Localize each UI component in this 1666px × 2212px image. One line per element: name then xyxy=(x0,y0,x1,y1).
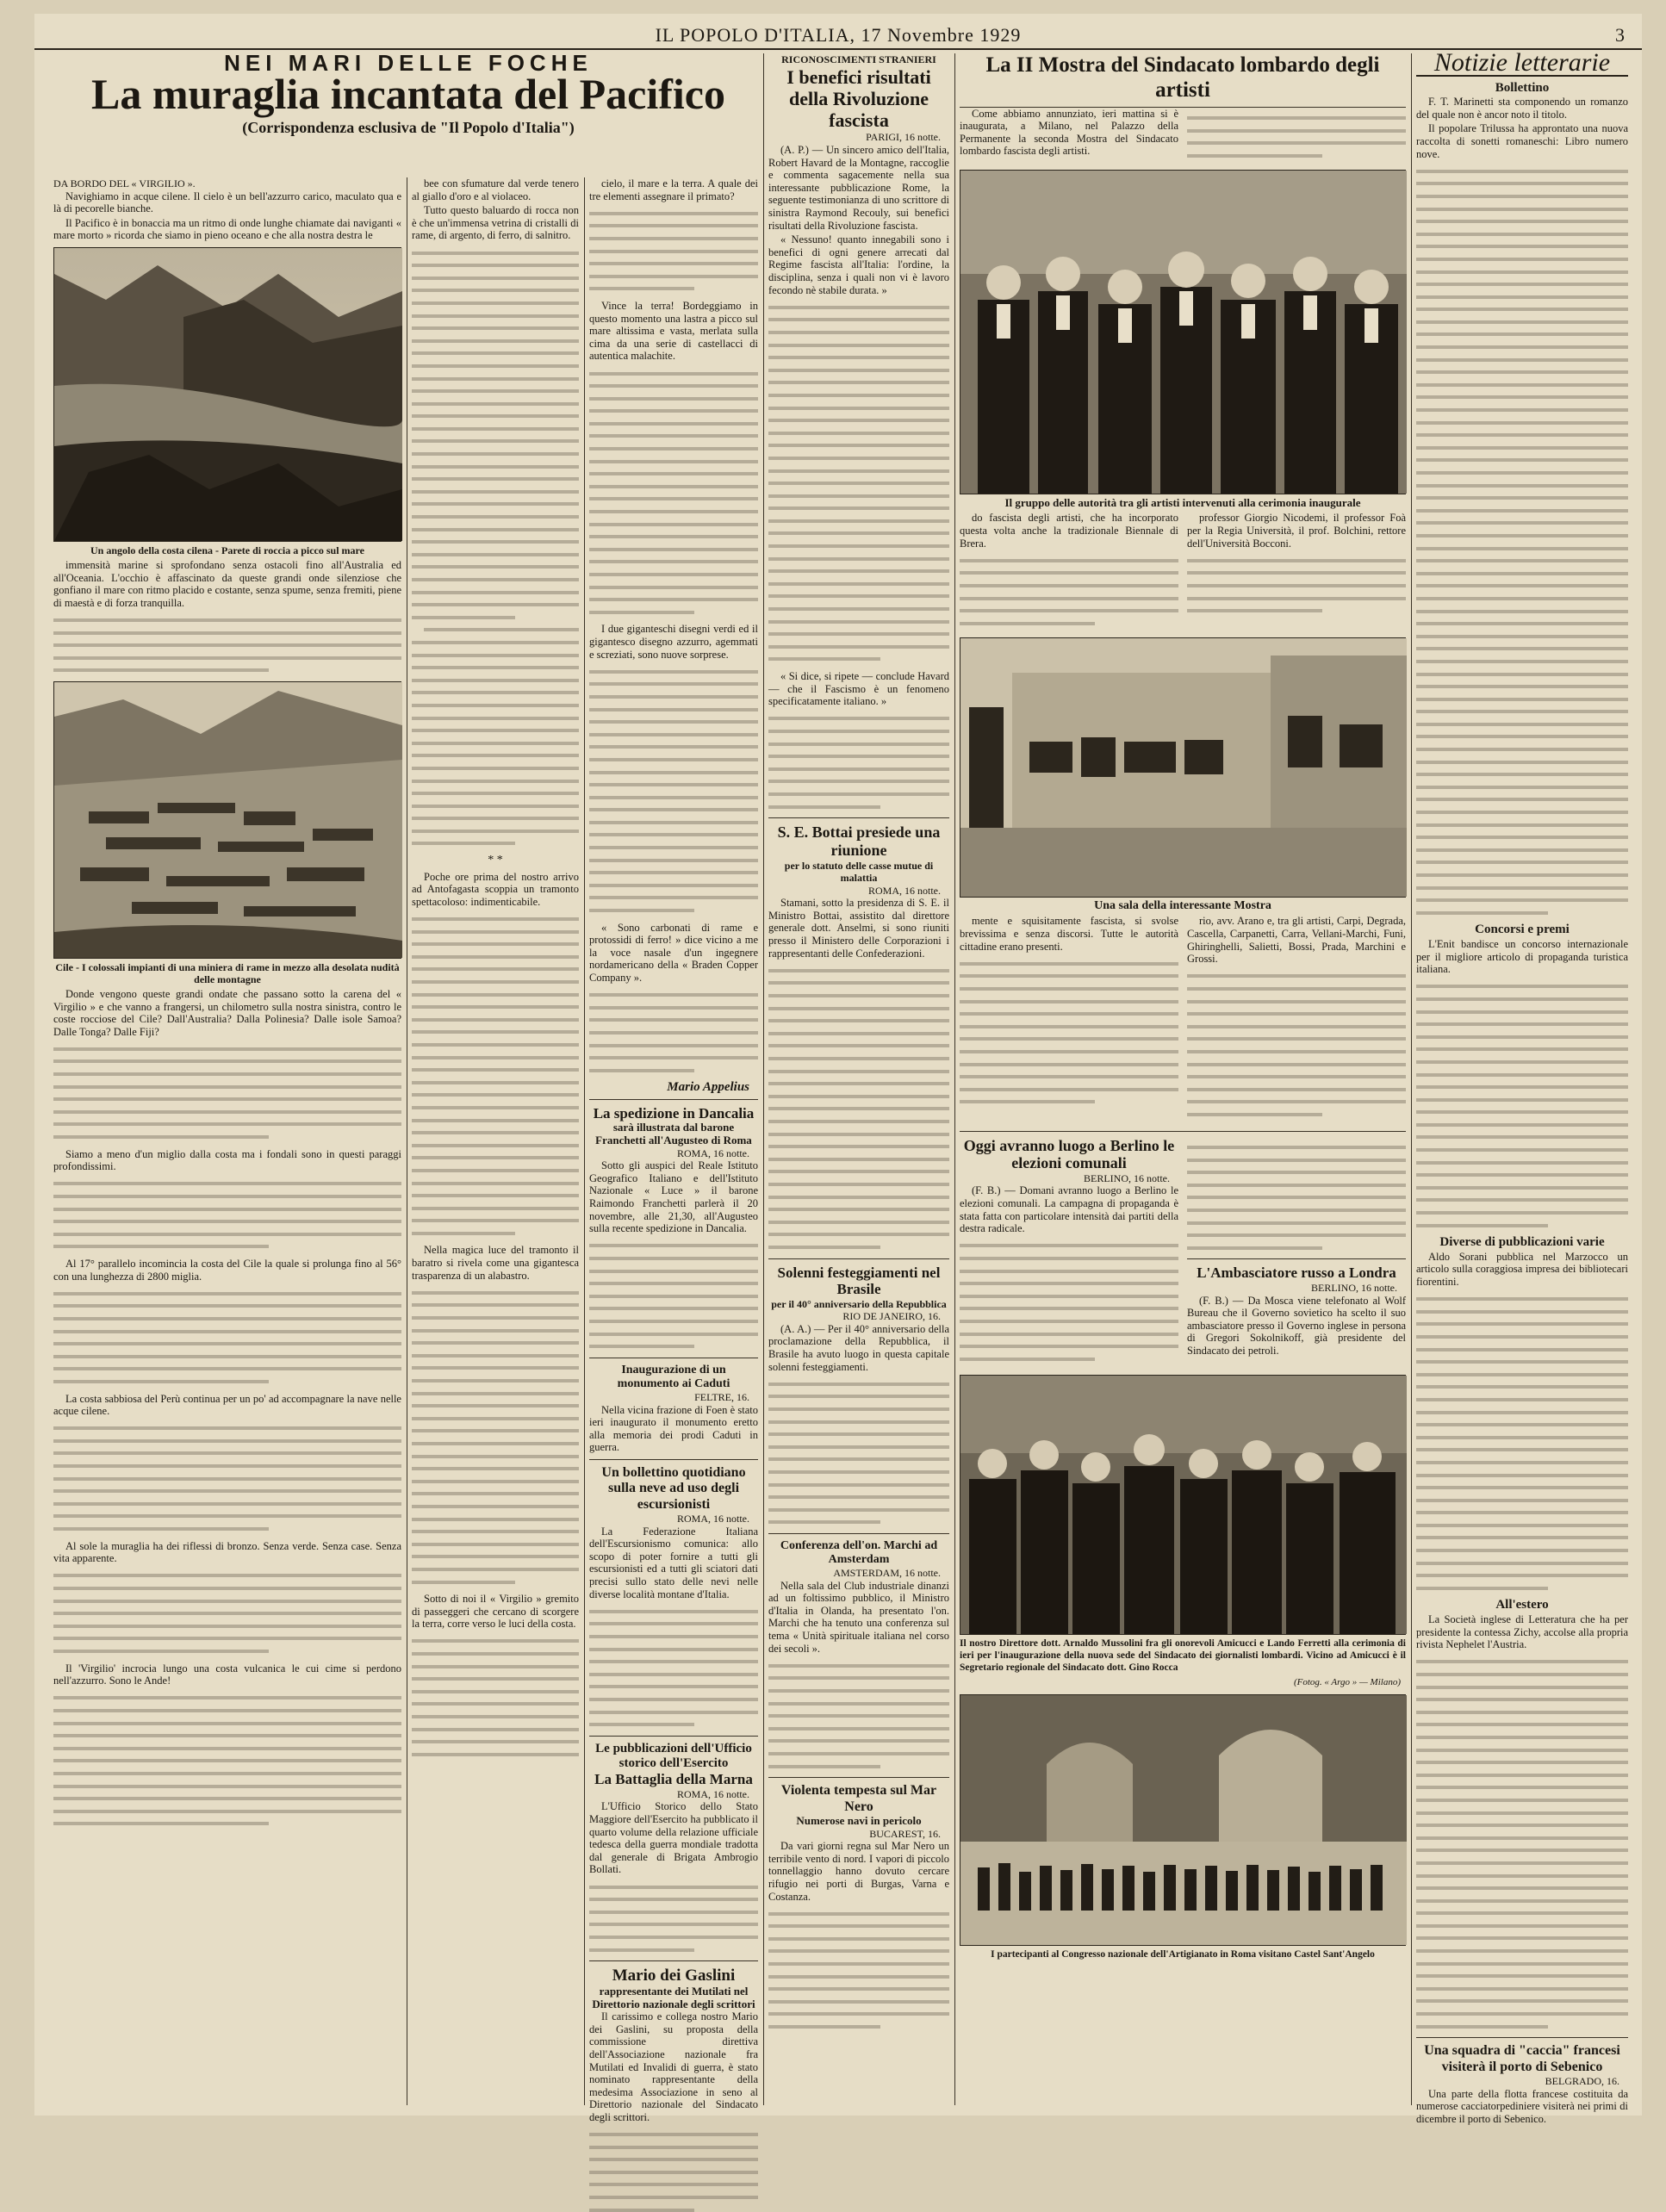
article-paragraph: Siamo a meno d'un miglio dalla costa ma i fondali sono in questi paraggi profondissimi. xyxy=(53,1147,401,1173)
column-5-6 xyxy=(960,53,1406,2107)
dateline-dancalia: ROMA, 16 notte. xyxy=(677,1146,749,1159)
headline-monument: Inaugurazione di un monumento ai Caduti xyxy=(617,1363,730,1390)
text-block xyxy=(1187,974,1406,1116)
dateline-berlin: BERLINO, 16 notte. xyxy=(1084,1171,1170,1184)
subhead-bottai: per lo statuto delle casse mutue di malattia xyxy=(784,859,934,885)
headline-berlin: Oggi avranno luogo a Berlino le elezioni comunali xyxy=(963,1136,1175,1172)
article-title: La muraglia incantata del Pacifico xyxy=(90,69,726,118)
article-paragraph: Nella sala del Club industriale dinanzi ad un foltissimo pubblico, il Ministro d'Italia in Olanda, ha presentato l'on. Marchi che ha tenuto una conferenza sul tema « Unità spirituale italiana nel corso dei secoli ». xyxy=(768,1579,949,1655)
article-paragraph: mente e squisitamente fascista, si svolse brevissima e senza discorsi. Tutte le autorità cittadine erano presenti. xyxy=(960,915,1178,953)
article-paragraph: La costa sabbiosa del Perù continua per un po' ad accompagnare la nave nelle acque cilene. xyxy=(53,1392,401,1418)
headline-gaslini: Mario dei Gaslini xyxy=(612,1967,736,1985)
photo-copper-mine xyxy=(53,681,401,959)
article-dateline: DA BORDO DEL « VIRGILIO ». xyxy=(53,177,196,190)
headline-snow: Un bollettino quotidiano sulla neve ad uso degli escursionisti xyxy=(601,1464,746,1512)
photo-caption-exhibition: Una sala della interessante Mostra xyxy=(1094,899,1271,913)
headline-brasil: Solenni festeggiamenti nel Brasile xyxy=(777,1264,941,1298)
column-1 xyxy=(53,177,401,2107)
mostra-lead xyxy=(960,108,1406,167)
photo-castel-santangelo xyxy=(960,1694,1406,1946)
text-block xyxy=(412,252,579,846)
article-paragraph: immensità marine si sprofondano senza ostacoli fino all'Australia ed all'Oceania. L'occhio è affascinato da queste grandi onde silenziose che gonfiano il mare con ritmo placido e costante, senza spume, senza fremiti, piene di maestà e di forza tranquilla. xyxy=(53,558,401,609)
mostra-body-2 xyxy=(960,915,1406,1125)
article-paragraph: do fascista degli artisti, che ha incorporato questa volta anche la tradizionale Biennale di Brera. xyxy=(960,512,1178,550)
text-block xyxy=(768,1664,949,1768)
article-paragraph: (F. B.) — Domani avranno luogo a Berlino le elezioni comunali. La campagna di propaganda è stata fatta con particolare intensità dai partiti della destra radicale. xyxy=(960,1184,1178,1235)
dateline-marchi: AMSTERDAM, 16 notte. xyxy=(833,1567,941,1580)
appelius-header xyxy=(55,50,762,160)
subhead-dancalia: sarà illustrata dal barone Franchetti all'Augusteo di Roma xyxy=(595,1121,752,1147)
text-block xyxy=(768,1912,949,2029)
article-paragraph: Il 'Virgilio' incrocia lungo una costa vulcanica le cui cime si perdono nell'azzurro. Sono le Ande! xyxy=(53,1662,401,1687)
text-block xyxy=(53,1696,401,1825)
article-paragraph: I due giganteschi disegni verdi ed il gigantesco disegno azzurro, agemmati e screziati, sono nuove sorprese. xyxy=(589,623,758,661)
headline-history: Le pubblicazioni dell'Ufficio storico dell'Esercito xyxy=(595,1741,752,1771)
section-estero: All'estero xyxy=(1495,1598,1549,1612)
text-block xyxy=(589,212,758,291)
text-block xyxy=(589,372,758,614)
text-block xyxy=(960,1244,1178,1360)
text-block xyxy=(768,1382,949,1525)
kicker-recognitions: RICONOSCIMENTI STRANIERI xyxy=(781,53,936,65)
text-block xyxy=(589,993,758,1072)
photo-authorities-group xyxy=(960,170,1406,494)
subhead-brasil: per il 40° anniversario della Repubblica xyxy=(771,1297,947,1310)
article-paragraph: « Sono carbonati di rame e protossidi di ferro! » dice vicino a me la voce nasale d'un ingegnere nordamericano della « Braden Copper Company ». xyxy=(589,921,758,984)
castle-image xyxy=(960,1695,1407,1945)
article-paragraph: (A. A.) — Per il 40° anniversario della proclamazione della Repubblica, il Brasile ha avuto luogo in questa capitale solenni festeggiamenti. xyxy=(768,1322,949,1373)
text-block xyxy=(53,1426,401,1531)
section-bollettino: Bollettino xyxy=(1495,80,1550,95)
text-block xyxy=(53,1292,401,1383)
text-block xyxy=(589,2133,758,2212)
photo-exhibition-room xyxy=(960,637,1406,898)
column-2 xyxy=(412,177,579,2107)
text-block xyxy=(412,1639,579,1755)
text-block xyxy=(53,1574,401,1653)
text-block xyxy=(589,670,758,912)
article-paragraph: (F. B.) — Da Mosca viene telefonato al Wolf Bureau che il Governo sovietico ha scelto il suo ambasciatore presso il Governo inglese in persona di Gregori Sokolnikoff, già presidente del Sindacato dei petroli. xyxy=(1187,1294,1406,1357)
masthead xyxy=(34,19,1642,50)
text-block xyxy=(960,962,1178,1104)
dateline-bottai: ROMA, 16 notte. xyxy=(868,884,941,897)
column-rule xyxy=(763,53,764,2105)
article-paragraph: F. T. Marinetti sta componendo un romanzo del quale non è ancor noto il titolo. xyxy=(1416,96,1628,121)
mine-image xyxy=(54,682,402,958)
text-block xyxy=(589,1244,758,1348)
mostra-body-1 xyxy=(960,512,1406,634)
article-paragraph: Una parte della flotta francese costituita da numerose cacciatorpediniere visiterà nei primi di dicembre il porto di Sebenico. xyxy=(1416,2087,1628,2125)
text-block xyxy=(589,1610,758,1726)
text-block xyxy=(768,306,949,662)
article-paragraph: Il popolare Trilussa ha approntato una nuova raccolta di sonetti romaneschi: Libro numero nove. xyxy=(1416,122,1628,160)
gallery-image xyxy=(960,638,1407,897)
photo-journalists-syndicate xyxy=(960,1375,1406,1635)
dateline-history: ROMA, 16 notte. xyxy=(677,1787,749,1800)
article-paragraph: Sotto gli auspici del Reale Istituto Geografico Italiano e dell'Istituto Nazionale « Luce » il barone Raimondo Franchetti parlerà il 20 novembre, alle 21,30, all'Augusteo sulla recente spedizione in Dancalia. xyxy=(589,1159,758,1235)
headline-marchi: Conferenza dell'on. Marchi ad Amsterdam xyxy=(780,1538,938,1566)
article-paragraph: L'Enit bandisce un concorso internazionale per il migliore articolo di propaganda turistica italiana. xyxy=(1416,937,1628,976)
headline-caccia: Una squadra di "caccia" francesi visiterà il porto di Sebenico xyxy=(1424,2043,1620,2074)
subhead-gaslini: rappresentante dei Mutilati nel Direttorio nazionale degli scrittori xyxy=(592,1984,755,2010)
headline-storm: Violenta tempesta sul Mar Nero xyxy=(780,1783,937,1814)
article-paragraph: Tutto questo baluardo di rocca non è che un'immensa vetrina di cristalli di rame, di argento, di ferro, di salnitro. xyxy=(412,204,579,242)
newspaper-page xyxy=(34,14,1642,2125)
section-stars: * * xyxy=(488,854,503,867)
text-block xyxy=(768,717,949,808)
section-diverse: Diverse di pubblicazioni varie xyxy=(1439,1235,1605,1250)
article-paragraph: Nella magica luce del tramonto il baratro si rivela come una gigantesca trasparenza di un alabastro. xyxy=(412,1244,579,1282)
text-block xyxy=(1416,170,1628,915)
headline-bottai: S. E. Bottai presiede una riunione xyxy=(777,823,941,859)
headline-dancalia: La spedizione in Dancalia xyxy=(593,1104,755,1122)
text-block xyxy=(1187,559,1406,612)
text-block xyxy=(1187,1146,1406,1250)
berlin-row xyxy=(960,1137,1406,1370)
article-paragraph: Al sole la muraglia ha dei riflessi di bronzo. Senza verde. Senza case. Senza vita apparente. xyxy=(53,1539,401,1565)
text-block xyxy=(589,1886,758,1952)
text-block xyxy=(1416,1297,1628,1590)
text-block xyxy=(412,917,579,1235)
article-paragraph: Il carissimo e collega nostro Mario dei Gaslini, su proposta della commissione direttiva dell'Associazione nazionale fra Mutilati ed Invalidi di guerra, è stato nominato rappresentante della medesima Associazione in seno al Direttorio nazionale del Sindacato degli scrittori. xyxy=(589,2010,758,2123)
article-paragraph: Il Pacifico è in bonaccia ma un ritmo di onde lunghe chiamate dai naviganti « mare morto » ricorda che siamo in pieno oceano e che alla nostra destra le xyxy=(53,216,401,242)
article-paragraph: Aldo Sorani pubblica nel Marzocco un articolo sulla coraggiosa impresa dei bibliotecari fiorentini. xyxy=(1416,1250,1628,1288)
dateline-ambassador: BERLINO, 16 notte. xyxy=(1311,1281,1397,1294)
dateline-fascism: PARIGI, 16 notte. xyxy=(866,131,941,144)
article-subtitle: (Corrispondenza esclusiva de "Il Popolo d'Italia") xyxy=(242,119,575,137)
article-paragraph: « Si dice, si ripete — conclude Havard — che il Fascismo è un fenomeno specificatamente italiano. » xyxy=(768,670,949,708)
photo-caption-coast: Un angolo della costa cilena - Parete di roccia a picco sul mare xyxy=(90,544,364,556)
photo-caption-castel: I partecipanti al Congresso nazionale dell'Artigianato in Roma visitano Castel Sant'Angelo xyxy=(991,1948,1375,1960)
section-header-literary: Notizie letterarie xyxy=(1416,53,1628,77)
column-3 xyxy=(589,177,758,2123)
article-paragraph: La Società inglese di Letteratura che ha per presidente la contessa Zichy, accolse alla propria rivista Nephelet l'Austria. xyxy=(1416,1613,1628,1651)
text-block xyxy=(53,1047,401,1139)
article-paragraph: bee con sfumature dal verde tenero al giallo d'oro e al violaceo. xyxy=(412,177,579,202)
crowd-image xyxy=(960,171,1407,494)
photo-caption-authorities: Il gruppo delle autorità tra gli artisti intervenuti alla cerimonia inaugurale xyxy=(1004,496,1361,510)
coast-image xyxy=(54,248,402,541)
photo-caption-mine: Cile - I colossali impianti di una miniera di rame in mezzo alla desolata nudità delle montagne xyxy=(55,960,400,985)
article-intro: Navighiamo in acque cilene. Il cielo è un bell'azzurro carico, maculato qua e là di pecorelle bianche. xyxy=(53,190,401,215)
column-4 xyxy=(768,53,949,2107)
headline-fascism: I benefici risultati della Rivoluzione fascista xyxy=(786,65,931,132)
article-paragraph: Nella vicina frazione di Foen è stato ieri inaugurato il monumento eretto alla memoria dei prodi Caduti in guerra. xyxy=(589,1403,758,1454)
text-block xyxy=(1416,985,1628,1227)
article-paragraph: « Nessuno! quanto innegabili sono i benefici di ogni genere arrecati dal Regime fascista all'Italia: l'ordine, la disciplina, senza i quali non vi è lavoro fecondo nè stabile durata. » xyxy=(768,233,949,296)
article-paragraph: Vince la terra! Bordeggiamo in questo momento una lastra a picco sul mare altissima e vasta, merlata sulla cima da una serie di castellacci di autentica malachite. xyxy=(589,299,758,363)
text-block xyxy=(960,559,1178,625)
dateline-snow: ROMA, 16 notte. xyxy=(677,1513,749,1525)
article-kicker: NEI MARI DELLE FOCHE xyxy=(224,50,593,76)
article-paragraph: Sotto di noi il « Virgilio » gremito di passeggeri che cercano di scorgere la terra, corre verso le luci della costa. xyxy=(412,1593,579,1631)
section-concorsi: Concorsi e premi xyxy=(1475,923,1570,937)
photo-chilean-coast xyxy=(53,247,401,542)
photo-credit: (Fotog. « Argo » — Milano) xyxy=(1293,1677,1401,1688)
article-paragraph: Come abbiamo annunziato, ieri mattina si è inaugurata, a Milano, nel Palazzo della Permanente la seconda Mostra del Sindacato lombardo fascista degli artisti. xyxy=(960,107,1178,158)
column-rule xyxy=(584,177,585,2105)
article-paragraph: (A. P.) — Un sincero amico dell'Italia, Robert Havard de la Montagne, raccoglie e commenta sagacemente nella sua interessante pubblicazione Rome, la seguente testimonianza di uno scrittore di sinistra Raymond Recouly, sui benefici risultati della Rivoluzione fascista. xyxy=(768,144,949,232)
article-paragraph: professor Giorgio Nicodemi, il professor Foà per la Regia Università, il prof. Bolchini, rettore dell'Università Bocconi. xyxy=(1187,512,1406,550)
headline-mostra: La II Mostra del Sindacato lombardo degli artisti xyxy=(960,53,1406,108)
dateline-storm: BUCAREST, 16. xyxy=(869,1827,941,1840)
dateline-monument: FELTRE, 16. xyxy=(694,1390,749,1403)
article-paragraph: cielo, il mare e la terra. A quale dei tre elementi assegnare il primato? xyxy=(589,177,758,202)
subhead-storm: Numerose navi in pericolo xyxy=(796,1813,922,1827)
article-paragraph: L'Ufficio Storico dello Stato Maggiore dell'Esercito ha pubblicato il quarto volume della relazione ufficiale tedesca della guerra mondiale tradotta dal generale di Brigata Ambrogio Bollati. xyxy=(589,1800,758,1876)
article-paragraph: rio, avv. Arano e, tra gli artisti, Carpi, Degrada, Cascella, Carpanetti, Carra, Vellani-Marchi, Funi, Ghiringhelli, Salietti, Bossi, Prada, Marchini e Grossi. xyxy=(1187,915,1406,966)
text-block xyxy=(53,1182,401,1248)
dateline-brasil: RIO DE JANEIRO, 16. xyxy=(842,1310,941,1323)
photo-caption-journalists: Il nostro Direttore dott. Arnaldo Mussolini fra gli onorevoli Amicucci e Lando Ferretti alla cerimonia di ieri per l'inaugurazione della nuova sede del Sindacato dei giornalisti lombardi. Vicino ad Amicucci è il Segretario regionale del Sindacato dott. Gino Rocca xyxy=(960,1638,1406,1674)
article-paragraph: Donde vengono queste grandi ondate che passano sotto la carena del « Virgilio » e che vanno a frangersi, un chilometro sulla nostra sinistra, contro le coste rocciose del Cile? Dall'Australia? Dalla Polinesia? Dalle isole Samoa? Dalle Tonga? Dalle Fiji? xyxy=(53,987,401,1038)
column-rule xyxy=(1411,53,1412,2105)
text-block xyxy=(1416,1660,1628,2028)
text-block xyxy=(412,1291,579,1584)
text-block xyxy=(1187,108,1406,167)
journalists-image xyxy=(960,1376,1407,1634)
article-paragraph: Al 17° parallelo incomincia la costa del Cile la quale si prolunga fino al 56° con una lunghezza di 2800 miglia. xyxy=(53,1257,401,1283)
masthead-title: IL POPOLO D'ITALIA, 17 Novembre 1929 xyxy=(655,24,1022,46)
headline-ambassador: L'Ambasciatore russo a Londra xyxy=(1197,1264,1396,1282)
text-block xyxy=(53,618,401,672)
column-7 xyxy=(1416,48,1628,2125)
dateline-caccia: BELGRADO, 16. xyxy=(1545,2075,1619,2087)
article-paragraph: La Federazione Italiana dell'Escursionismo comunica: allo scopo di poter fornire a tutti gli escursionisti ed a tutti gli sciatori dati precisi sullo stato delle nevi nelle diverse località montane d'Italia. xyxy=(589,1525,758,1600)
article-paragraph: Stamani, sotto la presidenza di S. E. il Ministro Bottai, assistito dal direttore generale dott. Anselmi, si sono riuniti presso il Ministero delle Corporazioni i rappresentanti delle Confederazioni. xyxy=(768,897,949,960)
subhead-history: La Battaglia della Marna xyxy=(594,1771,753,1788)
author-signature: Mario Appelius xyxy=(667,1080,749,1095)
text-block xyxy=(768,969,949,1249)
column-rule xyxy=(954,53,955,2105)
page-number: 3 xyxy=(1615,24,1625,46)
article-paragraph: Poche ore prima del nostro arrivo ad Antofagasta scoppia un tramonto spettacoloso: indimenticabile. xyxy=(412,870,579,908)
article-paragraph: Da vari giorni regna sul Mar Nero un terribile vento di nord. I vapori di piccolo tonnellaggio hanno dovuto cercare rifugio nei porti di Burgas, Varna e Costanza. xyxy=(768,1840,949,1903)
